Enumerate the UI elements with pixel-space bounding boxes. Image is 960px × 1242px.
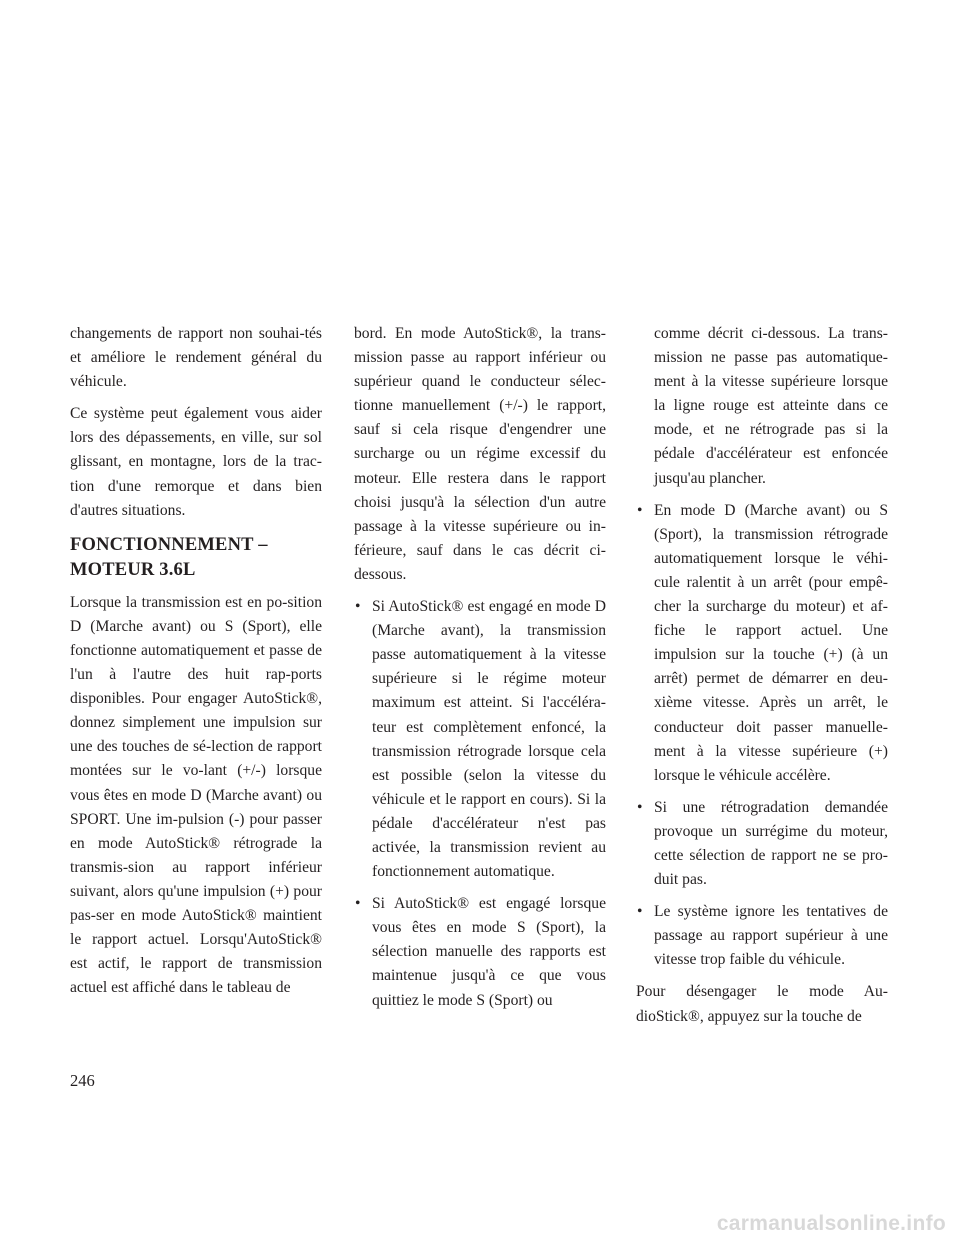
paragraph-gear-changes: changements de rapport non souhai-tés et améliore le rendement général du véhicule.: [70, 325, 322, 391]
section-heading: [70, 533, 322, 583]
list-item: [636, 900, 888, 972]
list-item: [636, 499, 888, 788]
paragraph-disengage: Pour désengager le mode Au-dioStick®, appuyez sur la touche de: [636, 983, 888, 1025]
list-item-text: En mode D (Marche avant) ou S (Sport), la transmission rétrograde automatiquement lorsque le véhi-cule ralentit à un arrêt (pour empê-cher la surcharge du moteur) et af-fiche le rapport actuel. Une impulsion sur la touche (+) (à un arrêt) permet de démarrer en deu-xième vitesse. Après un arrêt, le conducteur doit passer manuelle-ment à la vitesse supérieure (+) lorsque le véhicule accélère.: [654, 501, 888, 784]
page-number: 246: [70, 1071, 95, 1090]
bullet-icon: •: [637, 903, 643, 921]
bullet-icon: •: [637, 501, 643, 519]
section-heading-line2: MOTEUR 3.6L: [70, 559, 196, 580]
bullet-list-right: [636, 499, 888, 973]
list-item-text: Si AutoStick® est engagé lorsque vous êtes en mode S (Sport), la sélection manuelle des rapports est maintenue jusqu'à ce que vous quittiez le mode S (Sport) ou: [372, 895, 606, 1009]
paragraph-system-help: Ce système peut également vous aider lors des dépassements, en ville, sur sol glissant, en montagne, lors de la trac-tion d'une remorque et dans bien d'autres situations.: [70, 405, 322, 519]
paragraph-autostick-mode: bord. En mode AutoStick®, la trans-mission passe au rapport inférieur ou supérieur quand le conducteur sélec-tionne manuellement (+/-) le rapport, sauf si cela risque d'engendrer une surcharge ou un régime excessif du moteur. Elle restera dans le rapport choisi jusqu'à la sélection d'un autre passage à la vitesse supérieure ou in-férieure, sauf dans le cas décrit ci-dessous.: [354, 325, 606, 583]
bullet-icon: •: [637, 798, 643, 816]
list-item: [354, 892, 606, 1012]
bullet-icon: •: [355, 895, 361, 913]
text-column-right: [636, 322, 888, 1037]
list-item: [354, 595, 606, 884]
list-item-text: Si une rétrogradation demandée provoque un surrégime du moteur, cette sélection de rapport ne se pro-duit pas.: [654, 798, 888, 889]
list-item-text: Le système ignore les tentatives de passage au rapport supérieur à une vitesse trop faible du véhicule.: [654, 903, 888, 969]
section-heading-line1: FONCTIONNEMENT –: [70, 534, 268, 555]
list-item-text: Si AutoStick® est engagé en mode D (Marche avant), la transmission passe automatiquement à la vitesse supérieure si le régime moteur maximum est atteint. Si l'accéléra-teur est complètement enfoncé, la transmission rétrograde lorsque cela est possible (selon la vitesse du véhicule et le rapport en cours). Si la pédale d'accélérateur n'est pas activée, la transmission revient au fonctionnement automatique.: [372, 598, 606, 881]
text-column-left: [70, 322, 322, 1008]
bullet-list-middle: [354, 595, 606, 1013]
watermark: carmanualsonline.info: [716, 1212, 946, 1235]
list-item-continued: comme décrit ci-dessous. La trans-mission ne passe pas automatique-ment à la vitesse supérieure lorsque la ligne rouge est atteinte dans ce mode, et ne rétrograde pas si la pédale d'accélérateur est enfoncée jusqu'au plancher.: [654, 325, 888, 487]
paragraph-autostick-engage: Lorsque la transmission est en po-sition D (Marche avant) ou S (Sport), elle fonctionne automatiquement et passe de l'un à l'autre des huit rap-ports disponibles. Pour engager AutoStick®, donnez simplement une impulsion sur une des touches de sé-lection de rapport montées sur le vo-lant (+/-) lorsque vous êtes en mode D (Marche avant) ou SPORT. Une im-pulsion (-) pour passer en mode AutoStick® rétrograde la transmis-sion au rapport inférieur suivant, alors qu'une impulsion (+) pour pas-ser en mode AutoStick® maintient le rapport actuel. Lorsqu'AutoStick® est actif, le rapport de transmission actuel est affiché dans le tableau de: [70, 593, 322, 997]
bullet-icon: •: [355, 598, 361, 616]
list-item: [636, 796, 888, 892]
text-column-middle: [354, 322, 606, 1021]
